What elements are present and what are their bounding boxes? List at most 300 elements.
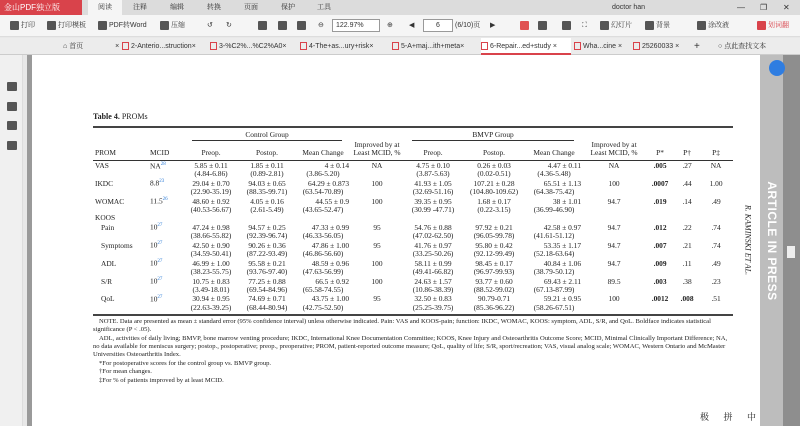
table-cell: 4.05 ± 0.16 xyxy=(250,196,284,206)
table-row-ci xyxy=(93,268,733,276)
table-row-ci xyxy=(93,188,733,196)
article-in-press-banner: ARTICLE IN PRESS xyxy=(760,55,783,426)
p-value: .49 xyxy=(711,196,721,206)
pdf-icon xyxy=(300,42,307,50)
table-cell xyxy=(675,206,699,214)
table-cell: 48.60 ± 0.92 xyxy=(192,196,230,206)
table-cell: 90.26 ± 0.36 xyxy=(248,240,286,250)
table-cell xyxy=(351,250,403,258)
column-header: Preop. xyxy=(183,141,239,160)
menu-annotate[interactable]: 注释 xyxy=(133,4,147,11)
ci-cell: (96.97-99.93) xyxy=(473,266,515,276)
new-tab-button[interactable]: + xyxy=(694,41,700,52)
tab-document[interactable]: 2-Anterio...struction× xyxy=(122,38,208,55)
tab-document[interactable]: 5-A+maj...ith+meta× xyxy=(392,38,478,55)
bmvp-group-header: BMVP Group xyxy=(403,127,583,141)
tab-document[interactable]: Wha...cine × xyxy=(574,38,630,55)
minimize-button[interactable]: — xyxy=(737,3,745,12)
mcid-value: 10 xyxy=(150,258,158,268)
table-cell: 100 xyxy=(371,276,383,286)
ci-cell: (92.39-96.74) xyxy=(246,231,288,241)
table-cell xyxy=(675,240,699,250)
table-cell: 39.35 ± 0.95 xyxy=(414,196,452,206)
find-text-button[interactable]: ○ 点此查找文本 xyxy=(718,43,767,50)
eraser-button[interactable]: 涂改液 xyxy=(697,19,729,33)
table-cell xyxy=(645,222,675,232)
ci-cell: (68.44-80.94) xyxy=(246,302,288,312)
menu-tools[interactable]: 工具 xyxy=(317,4,331,11)
reference-link[interactable]: 23 xyxy=(159,179,165,185)
table-cell xyxy=(583,232,645,240)
app-menu-button[interactable]: 金山PDF独立版 xyxy=(0,0,82,15)
table-cell xyxy=(351,232,403,240)
scrollbar-thumb[interactable] xyxy=(787,246,795,258)
ci-cell: (88.52-99.02) xyxy=(473,284,515,294)
table-cell: 65.51 ± 1.13 xyxy=(543,178,582,188)
koos-label: KOOS xyxy=(95,213,116,223)
mcid-value: 10 xyxy=(150,240,158,250)
prom-name: ADL xyxy=(101,258,117,268)
zoom-out-button[interactable]: ⊖ xyxy=(318,22,324,29)
ci-cell: (41.61-51.12) xyxy=(533,231,575,241)
compress-icon xyxy=(160,21,169,30)
table-cell: 90.79-0.71 xyxy=(478,294,511,304)
table-cell xyxy=(583,268,645,276)
zoom-in-button[interactable]: ⊕ xyxy=(387,22,393,29)
fit-page-button[interactable] xyxy=(278,19,289,33)
p-value: .22 xyxy=(682,222,692,232)
next-page-button[interactable]: ▶ xyxy=(490,22,496,29)
ci-cell: (0.89-2.81) xyxy=(250,169,284,179)
mcid xyxy=(148,258,183,268)
proms-table xyxy=(93,126,733,312)
table-cell: 38 ± 1.01 xyxy=(552,196,582,206)
ci-cell: (38.66-55.82) xyxy=(190,231,232,241)
table-title: Table 4. PROMs xyxy=(93,112,148,121)
table-note: ADL, activities of daily living; BMVP, bone marrow venting procedure; IKDC, International Knee Documentation Committee; KOOS, Knee Injury and Osteoarthritis Outcome Score; MCID, Minimal Clinically Important Difference; NA, no data available for meniscus surgery; postop., postoperative; preop., preoperative; PROM, patient-reported outcome measure; QoL, quality of life; S/R, sport/recreation; VAS, visual analog scale; WOMAC, Western Ontario and McMaster Universities Osteoarthritis Index. xyxy=(93,334,728,359)
table-cell xyxy=(699,304,733,312)
ci-cell: (52.18-63.64) xyxy=(533,248,575,258)
outline-icon[interactable] xyxy=(7,82,17,91)
single-page-button[interactable] xyxy=(520,19,531,33)
table-cell xyxy=(645,294,675,304)
reference-link[interactable]: 28 xyxy=(160,161,166,167)
prev-page-button[interactable]: ◀ xyxy=(409,22,415,29)
p-value: .009 xyxy=(653,258,667,268)
table-cell: 4.75 ± 0.10 xyxy=(416,161,450,171)
reference-link[interactable]: 27 xyxy=(157,259,163,265)
table-cell: 4.47 ± 0.11 xyxy=(547,161,582,171)
table-cell: 43.75 ± 1.00 xyxy=(311,294,350,304)
table-cell xyxy=(645,178,675,188)
ci-cell: (69.54-84.96) xyxy=(246,284,288,294)
p-value: .23 xyxy=(711,276,721,286)
p-value: .007 xyxy=(653,240,667,250)
ci-cell: (3.86-5.20) xyxy=(306,169,340,179)
table-cell: 95 xyxy=(373,222,381,232)
page-number-input[interactable]: 6 xyxy=(423,19,453,32)
table-cell: 41.93 ± 1.05 xyxy=(414,178,452,188)
ci-cell: (46.33-56.05) xyxy=(302,231,344,241)
column-header: PROM xyxy=(93,141,148,160)
table-cell xyxy=(148,206,183,214)
table-cell xyxy=(675,196,699,206)
tab-document-active[interactable]: 6-Repair...ed+study × xyxy=(481,38,571,55)
highlight-translate-button[interactable]: 划词翻 xyxy=(757,19,789,33)
table-cell: 29.04 ± 0.70 xyxy=(192,178,230,188)
column-header: Preop. xyxy=(403,141,463,160)
mcid-value: 10 xyxy=(150,294,158,304)
ci-cell: (88.35-99.71) xyxy=(246,187,288,197)
compress-button[interactable]: 压缩 xyxy=(160,19,185,33)
table-cell xyxy=(675,222,699,232)
pdf-to-word-button[interactable]: PDF转Word xyxy=(98,19,147,33)
ci-cell: (67.13-87.99) xyxy=(533,284,575,294)
column-header: MCID xyxy=(148,141,183,160)
table-cell xyxy=(351,268,403,276)
print-button[interactable]: 打印 xyxy=(10,19,35,33)
table-cell xyxy=(699,188,733,196)
table-cell xyxy=(148,250,183,258)
ci-cell: (3.87-5.63) xyxy=(416,169,450,179)
table-cell: 64.29 ± 0.873 xyxy=(308,178,350,188)
mcid xyxy=(148,240,183,250)
table-cell: 40.84 ± 1.06 xyxy=(543,258,582,268)
pdf-icon xyxy=(633,42,640,50)
p-value: .27 xyxy=(682,161,692,171)
table-cell xyxy=(645,250,675,258)
ci-cell: (87.22-93.49) xyxy=(246,248,288,258)
table-cell xyxy=(645,258,675,268)
table-cell: 69.43 ± 2.11 xyxy=(544,276,582,286)
ci-cell: (22.63-39.25) xyxy=(190,302,232,312)
ci-cell: (32.69-51.16) xyxy=(412,187,454,197)
table-cell xyxy=(675,232,699,240)
slideshow-icon xyxy=(600,21,609,30)
menu-read[interactable]: 阅读 xyxy=(88,0,122,15)
p-value: .49 xyxy=(711,258,721,268)
search-icon: ○ xyxy=(718,43,725,50)
background-button[interactable]: 背景 xyxy=(645,19,670,33)
table-cell xyxy=(93,250,148,258)
table-cell xyxy=(645,170,675,178)
p-value: .008 xyxy=(680,294,694,304)
menu-protect[interactable]: 保护 xyxy=(281,4,295,11)
table-cell: 5.85 ± 0.11 xyxy=(194,161,228,171)
close-icon[interactable]: × xyxy=(115,43,120,50)
table-cell xyxy=(699,268,733,276)
ci-cell: (2.61-5.49) xyxy=(250,205,284,215)
ci-cell: (104.80-109.62) xyxy=(470,187,519,197)
table-cell: 58.11 ± 0.99 xyxy=(414,258,452,268)
table-cell: NA xyxy=(608,161,620,171)
table-row-ci xyxy=(93,250,733,258)
table-cell xyxy=(351,304,403,312)
table-cell: 54.76 ± 0.88 xyxy=(414,222,452,232)
close-button[interactable]: ✕ xyxy=(783,3,790,12)
ci-cell: (42.75-52.50) xyxy=(302,302,344,312)
table-cell xyxy=(93,304,148,312)
table-cell: 0.26 ± 0.03 xyxy=(477,161,511,171)
table-cell xyxy=(675,268,699,276)
toolbar xyxy=(0,15,800,37)
ci-cell: (58.26-67.51) xyxy=(533,302,575,312)
p-value: .0007 xyxy=(651,178,669,188)
ci-cell: (47.63-56.99) xyxy=(302,266,344,276)
ci-cell: (49.41-66.82) xyxy=(412,266,454,276)
table-cell: 100 xyxy=(371,178,383,188)
pdf-icon xyxy=(574,42,581,50)
table-cell: 47.86 ± 1.00 xyxy=(311,240,350,250)
table-cell xyxy=(675,258,699,268)
ci-cell: (3.49-18.01) xyxy=(192,284,230,294)
mcid xyxy=(148,222,183,232)
mcid-value: 10 xyxy=(150,222,158,232)
ime-toolbar[interactable]: 极 拼 中 xyxy=(700,412,763,422)
table-cell xyxy=(93,286,148,294)
ci-cell: (65.58-74.55) xyxy=(302,284,344,294)
ci-cell: (46.86-56.60) xyxy=(302,248,344,258)
fit-page-icon xyxy=(278,21,287,30)
ci-cell: (47.02-62.50) xyxy=(412,231,454,241)
table-cell: 95.80 ± 0.42 xyxy=(475,240,513,250)
fullscreen-button[interactable]: ⛶ xyxy=(582,22,587,29)
continuous-icon xyxy=(562,21,571,30)
table-cell xyxy=(645,196,675,206)
p-value: .003 xyxy=(653,276,667,286)
single-page-icon xyxy=(520,21,529,30)
pdf-icon xyxy=(210,42,217,50)
table-cell: 94.7 xyxy=(607,222,621,232)
table-cell: 1.68 ± 0.17 xyxy=(477,196,511,206)
table-cell xyxy=(675,188,699,196)
table-cell xyxy=(645,286,675,294)
menu-page[interactable]: 页面 xyxy=(244,4,258,11)
table-cell: 24.63 ± 1.57 xyxy=(414,276,452,286)
fit-width-icon xyxy=(258,21,267,30)
ci-cell: (22.90-35.19) xyxy=(190,187,232,197)
mcid-value: 8.8 xyxy=(150,178,160,188)
table-cell xyxy=(645,276,675,286)
fit-width-button[interactable] xyxy=(258,19,269,33)
table-row-ci xyxy=(93,232,733,240)
table-cell xyxy=(93,268,148,276)
table-cell xyxy=(675,170,699,178)
table-cell: 59.21 ± 0.95 xyxy=(543,294,582,304)
table-cell xyxy=(699,232,733,240)
ci-cell: (0.02-0.51) xyxy=(477,169,511,179)
table-cell: 30.94 ± 0.95 xyxy=(192,294,230,304)
table-row-ci xyxy=(93,170,733,178)
ci-cell: (85.36-96.22) xyxy=(473,302,515,312)
table-cell: 41.76 ± 0.97 xyxy=(414,240,452,250)
table-cell xyxy=(699,250,733,258)
table-cell: NA xyxy=(371,161,383,171)
background-icon xyxy=(645,21,654,30)
running-head: R. KAMINSKI ET AL. xyxy=(743,204,753,276)
ci-cell: (4.84-6.86) xyxy=(194,169,228,179)
mcid xyxy=(148,160,183,170)
rotate-left-button[interactable]: ↺ xyxy=(207,22,213,29)
table-cell xyxy=(93,170,148,178)
title-bar xyxy=(0,0,800,15)
reference-link[interactable]: 27 xyxy=(157,277,163,283)
table-cell: 74.69 ± 0.71 xyxy=(248,294,286,304)
pdf-icon xyxy=(392,42,399,50)
table-cell xyxy=(351,206,403,214)
restore-button[interactable]: ❐ xyxy=(760,3,768,12)
print-template-button[interactable]: 打印模板 xyxy=(47,19,86,33)
ci-cell: (25.25-39.75) xyxy=(412,302,454,312)
home-icon: ⌂ xyxy=(63,43,70,50)
mcid xyxy=(148,276,183,286)
p-value: .14 xyxy=(682,196,692,206)
reference-link[interactable]: 27 xyxy=(157,223,163,229)
table-cell xyxy=(351,188,403,196)
table-row-ci xyxy=(93,304,733,312)
ci-cell: (0.22-3.15) xyxy=(477,205,511,215)
table-row xyxy=(93,160,733,170)
table-cell xyxy=(148,170,183,178)
table-note: NOTE. Data are presented as mean ± standard error (95% confidence interval) unless otherwise indicated. Pain: VAS and KOOS-pain; function: IKDC, WOMAC, KOOS: symptom, ADL, S/R, and QoL. Boldface indicates statistical significance (P < .05). xyxy=(93,317,711,334)
prom-name: S/R xyxy=(101,276,113,286)
table-cell: 100 xyxy=(608,294,620,304)
table-cell xyxy=(645,232,675,240)
table-cell xyxy=(93,232,148,240)
printer-icon xyxy=(10,21,19,30)
p-value: .38 xyxy=(682,276,692,286)
table-cell: 47.24 ± 0.98 xyxy=(192,222,230,232)
table-cell xyxy=(645,206,675,214)
word-icon xyxy=(98,21,107,30)
prom-name: WOMAC xyxy=(95,196,125,206)
tab-home[interactable]: ⌂ 首页 × xyxy=(63,43,120,50)
ci-cell: (40.53-56.67) xyxy=(190,205,232,215)
reference-link[interactable]: 27 xyxy=(157,294,163,300)
p-value: .51 xyxy=(711,294,721,304)
zoom-select[interactable]: 122.97% xyxy=(332,19,380,32)
table-cell xyxy=(675,276,699,286)
thumbnail-icon[interactable] xyxy=(7,102,17,111)
table-cell: 95 xyxy=(373,240,381,250)
reference-link[interactable]: 26 xyxy=(162,197,168,203)
menu-convert[interactable]: 转换 xyxy=(207,4,221,11)
menu-edit[interactable]: 编辑 xyxy=(170,4,184,11)
ci-cell: (96.05-99.78) xyxy=(473,231,515,241)
tab-document[interactable]: 4-The+as...ury+risk× xyxy=(300,38,386,55)
prom-name: Symptoms xyxy=(101,240,133,250)
column-header: Mean Change xyxy=(295,141,351,160)
control-group-header: Control Group xyxy=(183,127,351,141)
table-cell: 46.99 ± 1.00 xyxy=(192,258,230,268)
ci-cell: (43.65-52.47) xyxy=(302,205,344,215)
table-note: *For postoperative scores for the control group vs. BMVP group. xyxy=(99,359,272,367)
table-cell: 95 xyxy=(373,294,381,304)
actual-size-icon xyxy=(297,21,306,30)
rotate-right-button[interactable]: ↻ xyxy=(226,22,232,29)
continuous-button[interactable] xyxy=(562,19,573,33)
table-cell: 98.45 ± 0.17 xyxy=(475,258,513,268)
ci-cell: (10.86-38.39) xyxy=(412,284,454,294)
p-value: .0012 xyxy=(651,294,669,304)
table-cell xyxy=(351,170,403,178)
column-header: P‡ xyxy=(699,141,733,160)
table-note: †For mean changes. xyxy=(99,368,152,376)
table-cell: 47.33 ± 0.99 xyxy=(311,222,350,232)
user-account[interactable]: doctor han xyxy=(612,4,646,11)
column-header: Improved by at Least MCID, % xyxy=(351,141,403,160)
ci-cell: (30.99 -47.71) xyxy=(411,205,455,215)
attachment-icon[interactable] xyxy=(7,141,17,150)
reference-link[interactable]: 27 xyxy=(157,241,163,247)
table-cell xyxy=(675,286,699,294)
ci-cell: (63.54-70.89) xyxy=(302,187,344,197)
table-cell: 100 xyxy=(371,258,383,268)
vertical-scrollbar[interactable] xyxy=(783,55,800,426)
ci-cell: (4.36-5.48) xyxy=(537,169,571,179)
table-cell: 107.21 ± 0.28 xyxy=(473,178,515,188)
mcid xyxy=(148,196,183,206)
table-cell: 1.85 ± 0.11 xyxy=(250,161,284,171)
mcid-value: NA xyxy=(150,161,161,171)
table-cell: 77.25 ± 0.88 xyxy=(248,276,286,286)
table-cell: 4 ± 0.14 xyxy=(324,161,350,171)
tab-document[interactable]: 25260033 × xyxy=(633,38,688,55)
table-cell: 93.77 ± 0.60 xyxy=(475,276,513,286)
ci-cell: (64.38-75.42) xyxy=(533,187,575,197)
mcid-value: 10 xyxy=(150,276,158,286)
p-value: .74 xyxy=(711,240,721,250)
prom-name: VAS xyxy=(95,161,109,171)
table-row-ci xyxy=(93,286,733,294)
translate-icon xyxy=(757,21,766,30)
table-cell xyxy=(699,286,733,294)
floating-tool-button[interactable] xyxy=(769,60,785,76)
table-cell: 42.50 ± 0.90 xyxy=(192,240,230,250)
tab-document[interactable]: 3-%C2%...%C2%A0× xyxy=(210,38,296,55)
table-cell xyxy=(148,188,183,196)
table-cell: 97.92 ± 0.21 xyxy=(475,222,513,232)
table-cell xyxy=(645,160,675,170)
table-cell xyxy=(148,268,183,276)
column-header: Mean Change xyxy=(525,141,583,160)
ci-cell: (38.23-55.75) xyxy=(190,266,232,276)
table-cell: 94.7 xyxy=(607,240,621,250)
table-cell xyxy=(699,206,733,214)
ci-cell: (38.79-50.12) xyxy=(533,266,575,276)
column-header: Improved by at Least MCID, % xyxy=(583,141,645,160)
slideshow-button[interactable]: 幻灯片 xyxy=(600,19,632,33)
double-page-button[interactable] xyxy=(538,19,549,33)
table-cell: 44.55 ± 0.9 xyxy=(315,196,350,206)
tab-bar xyxy=(0,38,800,55)
p-value: .11 xyxy=(682,258,692,268)
table-cell xyxy=(675,160,699,170)
p-value: .44 xyxy=(682,178,692,188)
table-cell xyxy=(675,250,699,258)
left-sidebar xyxy=(0,55,23,426)
table-cell xyxy=(148,232,183,240)
p-value: .012 xyxy=(653,222,667,232)
ci-cell: (36.99-46.90) xyxy=(533,205,575,215)
annotation-icon[interactable] xyxy=(7,121,17,130)
p-value: NA xyxy=(710,161,722,171)
table-row-ci xyxy=(93,206,733,214)
table-cell: 94.57 ± 0.25 xyxy=(248,222,286,232)
actual-size-button[interactable] xyxy=(297,19,308,33)
p-value: .005 xyxy=(653,161,667,171)
p-value: .019 xyxy=(653,196,667,206)
